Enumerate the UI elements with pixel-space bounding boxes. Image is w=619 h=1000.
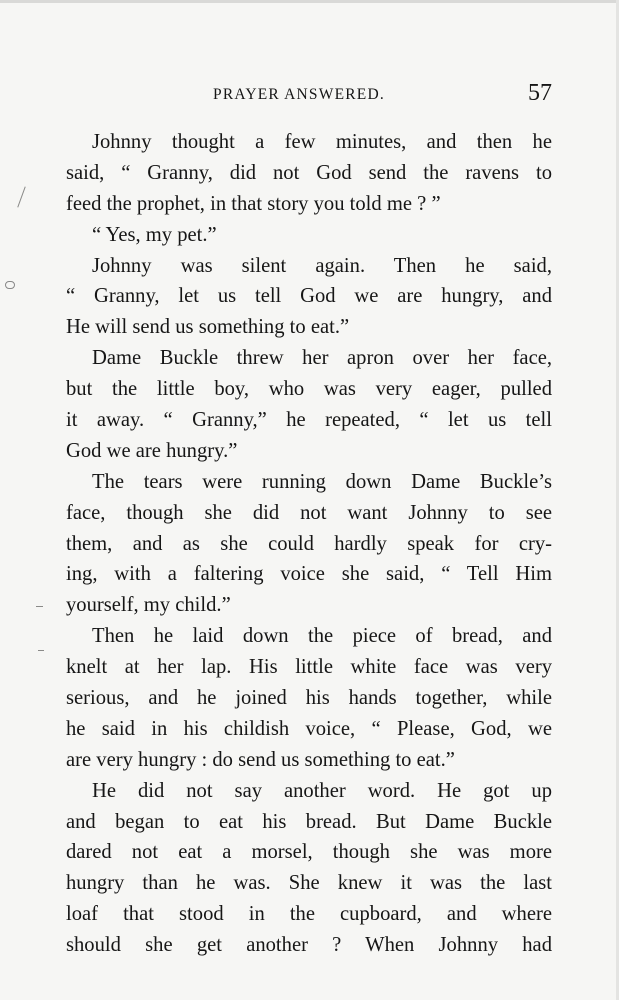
text-line: yourself, my child.” [66, 594, 231, 617]
text-line: should she get another ? When Johnny had [66, 934, 552, 957]
text-line: Johnny thought a few minutes, and then he [92, 131, 552, 153]
margin-mark [38, 650, 44, 651]
text-line: Dame Buckle threw her apron over her face, [92, 347, 552, 370]
page-number: 57 [528, 80, 552, 106]
margin-mark [36, 606, 43, 607]
text-line: He did not say another word. He got up [92, 779, 552, 802]
running-title: PRAYER ANSWERED. [213, 86, 385, 103]
text-line: ing, with a faltering voice she said, “ Tell Him [66, 563, 552, 586]
margin-mark [17, 186, 25, 207]
text-line: them, and as she could hardly speak for cry- [66, 532, 552, 555]
text-line: feed the prophet, in that story you told me ? ” [66, 192, 441, 215]
text-line: “ Yes, my pet.” [92, 223, 217, 246]
text-line: and began to eat his bread. But Dame Buckle [66, 810, 552, 833]
text-line: serious, and he joined his hands together, while [66, 687, 552, 710]
text-line: it away. “ Granny,” he repeated, “ let us tell [66, 409, 552, 432]
text-line: face, though she did not want Johnny to see [66, 501, 552, 524]
text-line: God we are hungry.” [66, 439, 238, 462]
text-line: are very hungry : do send us something to eat.” [66, 748, 455, 771]
page-top-edge [0, 0, 619, 3]
running-head [90, 80, 552, 108]
text-line: Johnny was silent again. Then he said, [92, 254, 552, 277]
text-line: “ Granny, let us tell God we are hungry, and [66, 285, 552, 308]
text-line: The tears were running down Dame Buckle’s [92, 470, 552, 493]
text-line: he said in his childish voice, “ Please, God, we [66, 717, 552, 740]
text-line: hungry than he was. She knew it was the last [66, 872, 552, 895]
text-line: He will send us something to eat.” [66, 316, 350, 339]
text-line: knelt at her lap. His little white face was very [66, 656, 552, 679]
text-line: said, “ Granny, did not God send the ravens to [66, 161, 552, 184]
text-line: loaf that stood in the cupboard, and where [66, 903, 552, 926]
text-line: dared not eat a morsel, though she was more [66, 841, 552, 864]
margin-mark [5, 281, 15, 289]
text-line: Then he laid down the piece of bread, and [92, 625, 552, 648]
text-line: but the little boy, who was very eager, pulled [66, 378, 552, 401]
body-text [66, 127, 552, 961]
